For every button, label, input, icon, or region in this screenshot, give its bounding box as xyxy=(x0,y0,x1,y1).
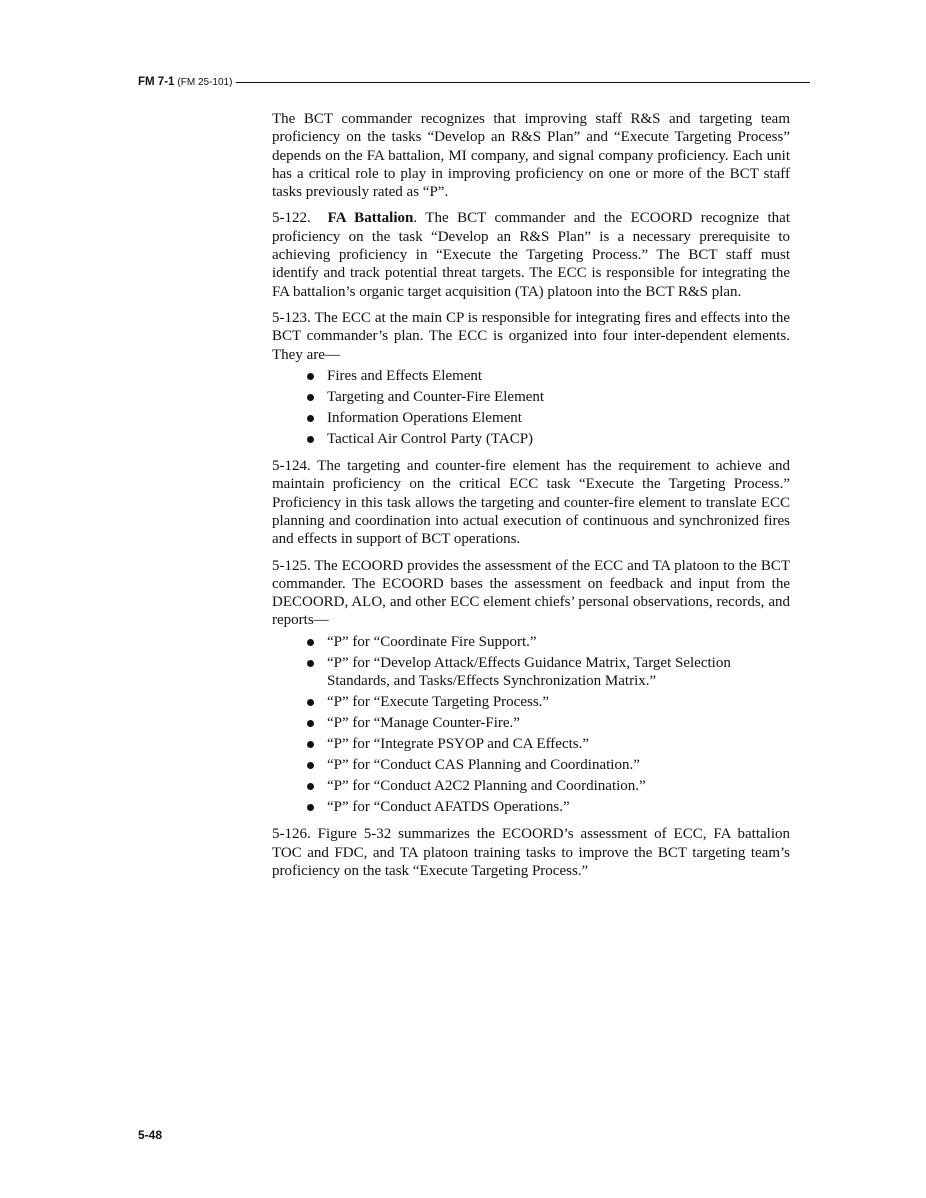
header-rule xyxy=(236,82,810,83)
list-item: “P” for “Conduct A2C2 Planning and Coordination.” xyxy=(272,777,790,795)
paragraph-intro: The BCT commander recognizes that improving staff R&S and targeting team proficiency on the tasks “Develop an R&S Plan” and “Execute Targeting Process” depends on the FA battalion, MI company, and signal company proficiency. Each unit has a critical role to play in improving proficiency on one or more of the BCT staff tasks previously rated as “P”. xyxy=(272,111,790,201)
list-item: “P” for “Manage Counter-Fire.” xyxy=(272,714,790,732)
bullet-icon xyxy=(307,394,314,401)
page-body xyxy=(272,110,790,888)
list-item: Fires and Effects Element xyxy=(272,367,790,385)
paragraph-number: 5-122. xyxy=(272,210,311,227)
document-id: FM 7-1 xyxy=(138,76,175,88)
paragraph-heading: FA Battalion xyxy=(327,210,414,227)
bullet-icon xyxy=(307,436,314,443)
elements-list xyxy=(272,367,790,448)
list-item: “P” for “Integrate PSYOP and CA Effects.” xyxy=(272,735,790,753)
paragraph-5-126: 5-126. Figure 5-32 summarizes the ECOORD’s assessment of ECC, FA battalion TOC and FDC, and TA platoon training tasks to improve the BCT targeting team’s proficiency on the task “Execute Targeting Process.” xyxy=(272,826,790,879)
list-item: “P” for “Develop Attack/Effects Guidance Matrix, Target Selection Standards, and Tasks/Effects Synchronization Matrix.” xyxy=(272,654,790,691)
ratings-list xyxy=(272,633,790,816)
bullet-icon xyxy=(307,415,314,422)
list-item: Information Operations Element xyxy=(272,409,790,427)
paragraph-5-124: 5-124. The targeting and counter-fire element has the requirement to achieve and maintain proficiency on the critical ECC task “Execute the Targeting Process.” Proficiency in this task allows the targeting and counter-fire element to translate ECC planning and coordination into actual execution of continuous and synchronized fires and effects in support of BCT operations. xyxy=(272,458,790,548)
list-item: “P” for “Conduct CAS Planning and Coordination.” xyxy=(272,756,790,774)
paragraph-5-123: 5-123. The ECC at the main CP is responsible for integrating fires and effects into the BCT commander’s plan. The ECC is organized into four inter-dependent elements. They are— xyxy=(272,309,790,363)
bullet-icon xyxy=(307,783,314,790)
bullet-icon xyxy=(307,741,314,748)
bullet-icon xyxy=(307,699,314,706)
bullet-icon xyxy=(307,660,314,667)
list-item: “P” for “Coordinate Fire Support.” xyxy=(272,633,790,651)
list-item: Tactical Air Control Party (TACP) xyxy=(272,430,790,448)
list-item: “P” for “Execute Targeting Process.” xyxy=(272,693,790,711)
bullet-icon xyxy=(307,720,314,727)
bullet-icon xyxy=(307,373,314,380)
bullet-icon xyxy=(307,639,314,646)
running-header xyxy=(138,73,810,91)
list-item: “P” for “Conduct AFATDS Operations.” xyxy=(272,798,790,816)
paragraph-5-125: 5-125. The ECOORD provides the assessment of the ECC and TA platoon to the BCT commander. The ECOORD bases the assessment on feedback and input from the DECOORD, ALO, and other ECC element chiefs’ personal observations, records, and reports— xyxy=(272,557,790,629)
document-supersedes: (FM 25-101) xyxy=(177,76,233,88)
bullet-icon xyxy=(307,762,314,769)
paragraph-text: . The BCT commander and the ECOORD recognize that proficiency on the task “Develop an R&S Plan” is a necessary prerequisite to achieving proficiency in “Execute the Targeting Process.” The BCT staff must identify and track potential threat targets. The ECC is responsible for integrating the FA battalion’s organic target acquisition (TA) platoon into the BCT R&S plan. xyxy=(272,210,790,300)
paragraph-5-122 xyxy=(272,209,790,300)
bullet-icon xyxy=(307,804,314,811)
page-number: 5-48 xyxy=(138,1128,163,1142)
list-item: Targeting and Counter-Fire Element xyxy=(272,388,790,406)
